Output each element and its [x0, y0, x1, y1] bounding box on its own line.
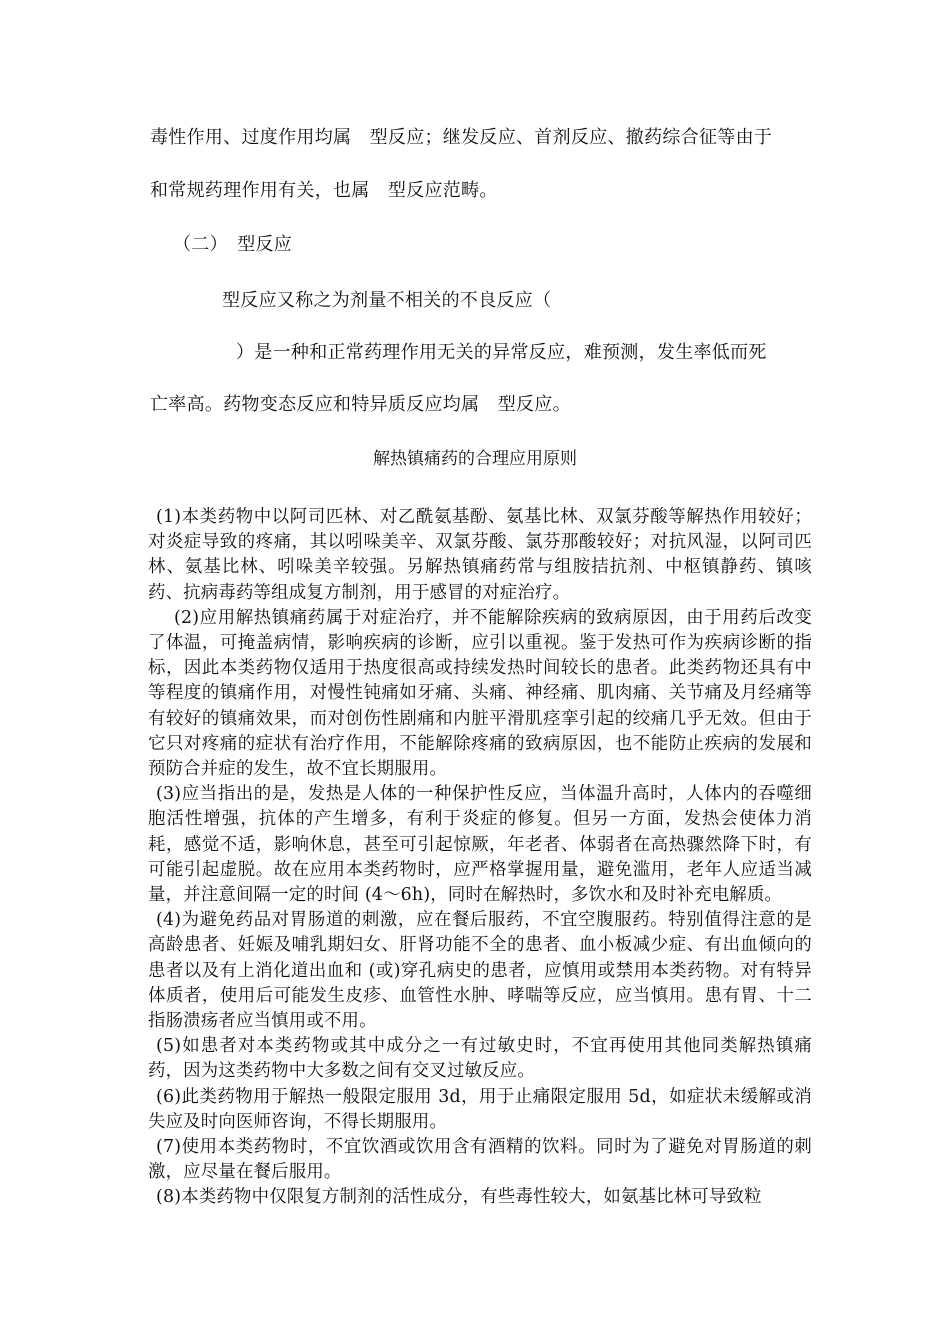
principle-paragraph-4: (4)为避免药品对胃肠道的刺激，应在餐后服药，不宜空腹服药。特别值得注意的是高龄患者、妊娠及哺乳期妇女、肝肾功能不全的患者、血小板减少症、有出血倾向的患者以及有上消化道出血和 (或)穿孔病史的患者，应慎用或禁用本类药物。对有特异体质者，使用后可能发生皮疹、血管性水肿、哮喘等反应，应当慎用。患有胃、十二指肠溃疡者应当慎用或不用。	[148, 910, 812, 1032]
text-line-2: 和常规药理作用有关，也属 型反应范畴。	[150, 180, 498, 201]
subsection-heading: （二） 型反应	[173, 234, 293, 255]
principles-body	[148, 505, 812, 1211]
principle-paragraph-8: (8)本类药物中仅限复方制剂的活性成分，有些毒性较大，如氨基比林可导致粒	[156, 1187, 762, 1208]
text-line-4: 型反应又称之为剂量不相关的不良反应（	[222, 290, 552, 311]
text-line-1: 毒性作用、过度作用均属 型反应；继发反应、首剂反应、撤药综合征等由于	[150, 127, 773, 148]
principle-paragraph-2: (2)应用解热镇痛药属于对症治疗，并不能解除疾病的致病原因，由于用药后改变了体温，可掩盖病情，影响疾病的诊断，应引以重视。鉴于发热可作为疾病诊断的指标，因此本类药物仅适用于热度很高或持续发热时间较长的患者。此类药物还具有中等程度的镇痛作用，对慢性钝痛如牙痛、头痛、神经痛、肌肉痛、关节痛及月经痛等有较好的镇痛效果，而对创伤性剧痛和内脏平滑肌痉挛引起的绞痛几乎无效。但由于它只对疼痛的症状有治疗作用，不能解除疼痛的致病原因，也不能防止疾病的发展和预防合并症的发生，故不宜长期服用。	[148, 607, 812, 780]
section-title: 解热镇痛药的合理应用原则	[373, 449, 577, 469]
principle-paragraph-1: (1)本类药物中以阿司匹林、对乙酰氨基酚、氨基比林、双氯芬酸等解热作用较好；对炎症导致的疼痛，其以吲哚美辛、双氯芬酸、氯芬那酸较好；对抗风湿，以阿司匹林、氨基比林、吲哚美辛较强。另解热镇痛药常与组胺拮抗剂、中枢镇静药、镇咳药、抗病毒药等组成复方制剂，用于感冒的对症治疗。	[148, 507, 812, 603]
principle-paragraph-5: (5)如患者对本类药物或其中成分之一有过敏史时，不宜再使用其他同类解热镇痛药，因为这类药物中大多数之间有交叉过敏反应。	[148, 1036, 812, 1082]
principle-paragraph-3: (3)应当指出的是，发热是人体的一种保护性反应，当体温升高时，人体内的吞噬细胞活性增强，抗体的产生增多，有利于炎症的修复。但另一方面，发热会使体力消耗，感觉不适，影响休息，甚至可引起惊厥，年老者、体弱者在高热骤然降下时，有可能引起虚脱。故在应用本类药物时，应严格掌握用量，避免滥用，老年人应适当减量，并注意间隔一定的时间 (4～6h)，同时在解热时，多饮水和及时补充电解质。	[148, 784, 812, 906]
principle-paragraph-7: (7)使用本类药物时，不宜饮酒或饮用含有酒精的饮料。同时为了避免对胃肠道的刺激，应尽量在餐后服用。	[148, 1137, 812, 1183]
principle-paragraph-6: (6)此类药物用于解热一般限定服用 3d，用于止痛限定服用 5d，如症状未缓解或消失应及时向医师咨询，不得长期服用。	[148, 1086, 812, 1132]
text-line-6: 亡率高。药物变态反应和特异质反应均属 型反应。	[150, 394, 571, 415]
text-line-5: ）是一种和正常药理作用无关的异常反应，难预测，发生率低而死	[236, 342, 767, 363]
